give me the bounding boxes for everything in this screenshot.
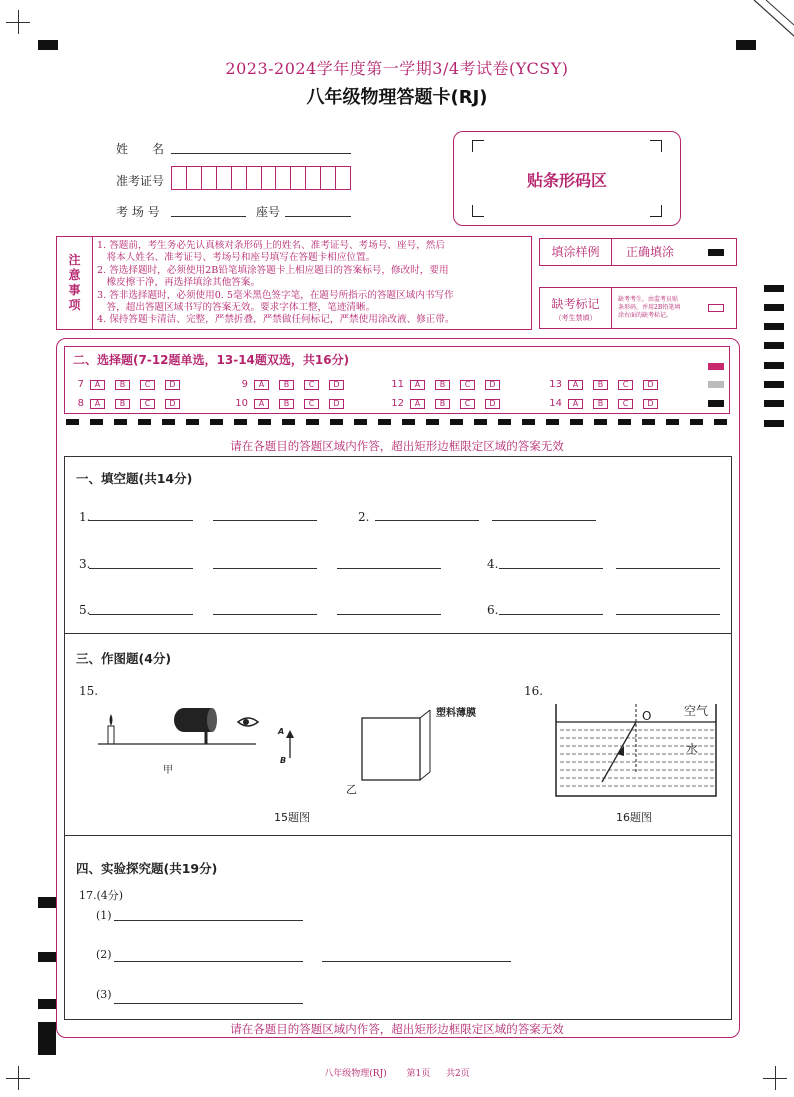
filled-bubble-sample — [708, 249, 724, 256]
q5-label: 5. — [79, 603, 91, 617]
label-film: 塑料薄膜 — [436, 708, 476, 719]
timing-mark — [764, 342, 784, 349]
q2-blank-2[interactable] — [492, 520, 596, 521]
fill-example-box — [539, 238, 737, 266]
choice-q13: 13 A B C D — [546, 379, 668, 390]
q3-blank-2[interactable] — [213, 568, 317, 569]
left-mark — [38, 897, 56, 908]
q1-label: 1. — [79, 510, 91, 524]
bubble-b[interactable]: B — [279, 399, 294, 409]
label-a: A — [278, 727, 285, 736]
eye-icon — [238, 718, 258, 726]
bubble-c[interactable]: C — [140, 380, 155, 390]
bubble-d[interactable]: D — [329, 380, 344, 390]
bubble-b[interactable]: B — [435, 399, 450, 409]
q16-label: 16. — [524, 684, 544, 698]
bubble-c[interactable]: C — [304, 399, 319, 409]
footer — [0, 1066, 794, 1079]
name-field[interactable] — [171, 153, 351, 154]
bubble-d[interactable]: D — [485, 380, 500, 390]
bubble-d[interactable]: D — [165, 399, 180, 409]
bubble-b[interactable]: B — [593, 380, 608, 390]
left-mark — [38, 952, 56, 962]
absent-label-cell — [540, 288, 612, 328]
timing-bar — [66, 419, 732, 425]
choice-q10: 10 A B C D — [232, 398, 354, 409]
figure-16-caption: 16题图 — [616, 811, 652, 824]
bubble-a[interactable]: A — [410, 399, 425, 409]
bubble-c[interactable]: C — [618, 380, 633, 390]
bubble-d[interactable]: D — [643, 399, 658, 409]
bubble-d[interactable]: D — [329, 399, 344, 409]
q3-label: 3. — [79, 557, 91, 571]
notice-box — [56, 236, 532, 330]
q5-blank-1[interactable] — [89, 614, 193, 615]
q5-blank-3[interactable] — [337, 614, 441, 615]
bubble-a[interactable]: A — [90, 399, 105, 409]
room-label: 考 场 号 — [116, 205, 160, 219]
q17-part2-blank-2[interactable] — [322, 961, 511, 962]
left-mark — [38, 999, 56, 1009]
exam-title: 2023-2024学年度第一学期3/4考试卷(YCSY) — [225, 59, 569, 78]
absent-label: 缺考标记 — [551, 297, 600, 311]
q17-part2-label: (2) — [96, 948, 112, 961]
timing-mark — [764, 420, 784, 427]
label-o: O — [642, 709, 652, 723]
fill-example-correct: 正确填涂 — [626, 245, 675, 259]
q17-label: 17.(4分) — [79, 889, 124, 902]
left-mark — [38, 1022, 56, 1055]
choice-q11: 11 A B C D — [388, 379, 510, 390]
q6-blank-2[interactable] — [616, 614, 720, 615]
notice-title: 注 意 事 项 — [57, 237, 93, 329]
q17-part1-label: (1) — [96, 909, 112, 922]
bubble-b[interactable]: B — [115, 399, 130, 409]
figure-15-diagram — [96, 706, 506, 806]
choice-q14: 14 A B C D — [546, 398, 668, 409]
timing-mark — [764, 304, 784, 311]
q1-blank-2[interactable] — [213, 520, 317, 521]
bubble-c[interactable]: C — [460, 399, 475, 409]
divider-fill-drawing — [64, 633, 732, 634]
choice-q12: 12 A B C D — [388, 398, 510, 409]
choice-color-mark-1 — [708, 363, 724, 370]
footer-page: 第1页 — [406, 1069, 431, 1079]
q4-blank-1[interactable] — [499, 568, 603, 569]
figure-15-caption: 15题图 — [274, 811, 310, 824]
barcode-label: 贴条形码区 — [526, 171, 607, 190]
card-title: 八年级物理答题卡(RJ) — [306, 87, 488, 108]
label-yi: 乙 — [346, 783, 357, 796]
timing-mark — [764, 362, 784, 369]
label-water: 水 — [686, 742, 699, 756]
bubble-a[interactable]: A — [90, 380, 105, 390]
q1-blank-1[interactable] — [89, 520, 193, 521]
bubble-b[interactable]: B — [115, 380, 130, 390]
drawing-title: 三、作图题(4分) — [76, 651, 172, 666]
barcode-area — [453, 131, 681, 226]
choice-q7: 7 A B C D — [68, 379, 190, 390]
notice-text: 1. 答题前，考生务必先认真核对条形码上的姓名、准考证号、考场号、座号，然后 将本人姓名、准考证号、考场号和座号填写在答题卡相应位置。 2. 答选择题时，必须使用2B铅笔填涂答题卡上相应题目的答案标号，修改时，要用 橡皮擦干净，再选择填涂其他答案。 3. 答非选择题时，必须使用0. 5毫米黑色签字笔，在题号所指示的答题区域内书写作 答，超出答题区域书写的答案无效。要求字体工整，笔迹清晰。 4. 保持答题卡清洁、完整，严禁折叠，严禁做任何标记，严禁使用涂改液、修正带。 — [97, 240, 455, 326]
position-mark-top-left — [38, 40, 58, 50]
bubble-a[interactable]: A — [410, 380, 425, 390]
absent-sub: （考生禁填） — [554, 314, 597, 322]
answer-area-warning-bottom: 请在各题目的答题区域内作答，超出矩形边框限定区域的答案无效 — [230, 1022, 564, 1036]
q17-part1-blank[interactable] — [114, 920, 303, 921]
q2-blank-1[interactable] — [375, 520, 479, 521]
q4-blank-2[interactable] — [616, 568, 720, 569]
fill-blank-title: 一、填空题(共14分) — [76, 471, 193, 486]
id-field-boxes[interactable] — [171, 166, 351, 190]
q5-blank-2[interactable] — [213, 614, 317, 615]
bubble-a[interactable]: A — [254, 399, 269, 409]
experiment-title: 四、实验探究题(共19分) — [76, 861, 218, 876]
choice-title: 二、选择题(7-12题单选，13-14题双选，共16分) — [73, 353, 350, 367]
seat-label: 座号 — [256, 205, 281, 219]
q4-label: 4. — [487, 557, 499, 571]
q6-label: 6. — [487, 603, 499, 617]
q15-label: 15. — [79, 684, 99, 698]
q2-label: 2. — [358, 510, 370, 524]
choice-color-mark-2 — [708, 381, 724, 388]
choice-q9: 9 A B C D — [232, 379, 354, 390]
bubble-d[interactable]: D — [485, 399, 500, 409]
footer-subject: 八年级物理(RJ) — [324, 1069, 387, 1079]
id-label: 准考证号 — [116, 174, 165, 188]
footer-total: 共2页 — [445, 1069, 470, 1079]
choice-color-mark-3 — [708, 400, 724, 407]
label-air: 空气 — [684, 704, 709, 718]
timing-mark — [764, 285, 784, 292]
bubble-d[interactable]: D — [165, 380, 180, 390]
q3-blank-3[interactable] — [337, 568, 441, 569]
timing-mark — [764, 323, 784, 330]
bubble-a[interactable]: A — [568, 380, 583, 390]
answer-area-warning: 请在各题目的答题区域内作答，超出矩形边框限定区域的答案无效 — [230, 439, 564, 453]
q17-part2-blank-1[interactable] — [114, 961, 303, 962]
q17-part3-blank[interactable] — [114, 1003, 303, 1004]
bubble-c[interactable]: C — [618, 399, 633, 409]
corner-fold-lines — [744, 0, 794, 40]
crop-mark-top-left-h — [6, 22, 30, 23]
candle-icon — [108, 726, 114, 744]
bubble-c[interactable]: C — [460, 380, 475, 390]
label-jia: 甲 — [163, 765, 173, 776]
timing-mark — [764, 400, 784, 407]
bubble-c[interactable]: C — [140, 399, 155, 409]
q17-part3-label: (3) — [96, 988, 112, 1001]
q6-blank-1[interactable] — [499, 614, 603, 615]
fill-example-label: 填涂样例 — [540, 239, 612, 265]
bubble-c[interactable]: C — [304, 380, 319, 390]
bubble-a[interactable]: A — [254, 380, 269, 390]
label-b: B — [280, 756, 287, 765]
absent-bubble[interactable] — [708, 304, 724, 312]
q3-blank-1[interactable] — [89, 568, 193, 569]
position-mark-top-right — [736, 40, 756, 50]
room-field[interactable] — [171, 216, 246, 217]
seat-field[interactable] — [285, 216, 351, 217]
choice-q8: 8 A B C D — [68, 398, 190, 409]
divider-drawing-experiment — [64, 835, 732, 836]
absent-box — [539, 287, 737, 329]
bubble-b[interactable]: B — [279, 380, 294, 390]
timing-mark — [764, 381, 784, 388]
bubble-d[interactable]: D — [643, 380, 658, 390]
bubble-b[interactable]: B — [435, 380, 450, 390]
name-label: 姓 名 — [116, 142, 165, 156]
plastic-film-box — [362, 718, 420, 780]
bubble-a[interactable]: A — [568, 399, 583, 409]
absent-note: 缺考考生，由监考员贴 条形码，并用2B铅笔填 涂右面的缺考标记。 — [618, 296, 681, 319]
bubble-b[interactable]: B — [593, 399, 608, 409]
